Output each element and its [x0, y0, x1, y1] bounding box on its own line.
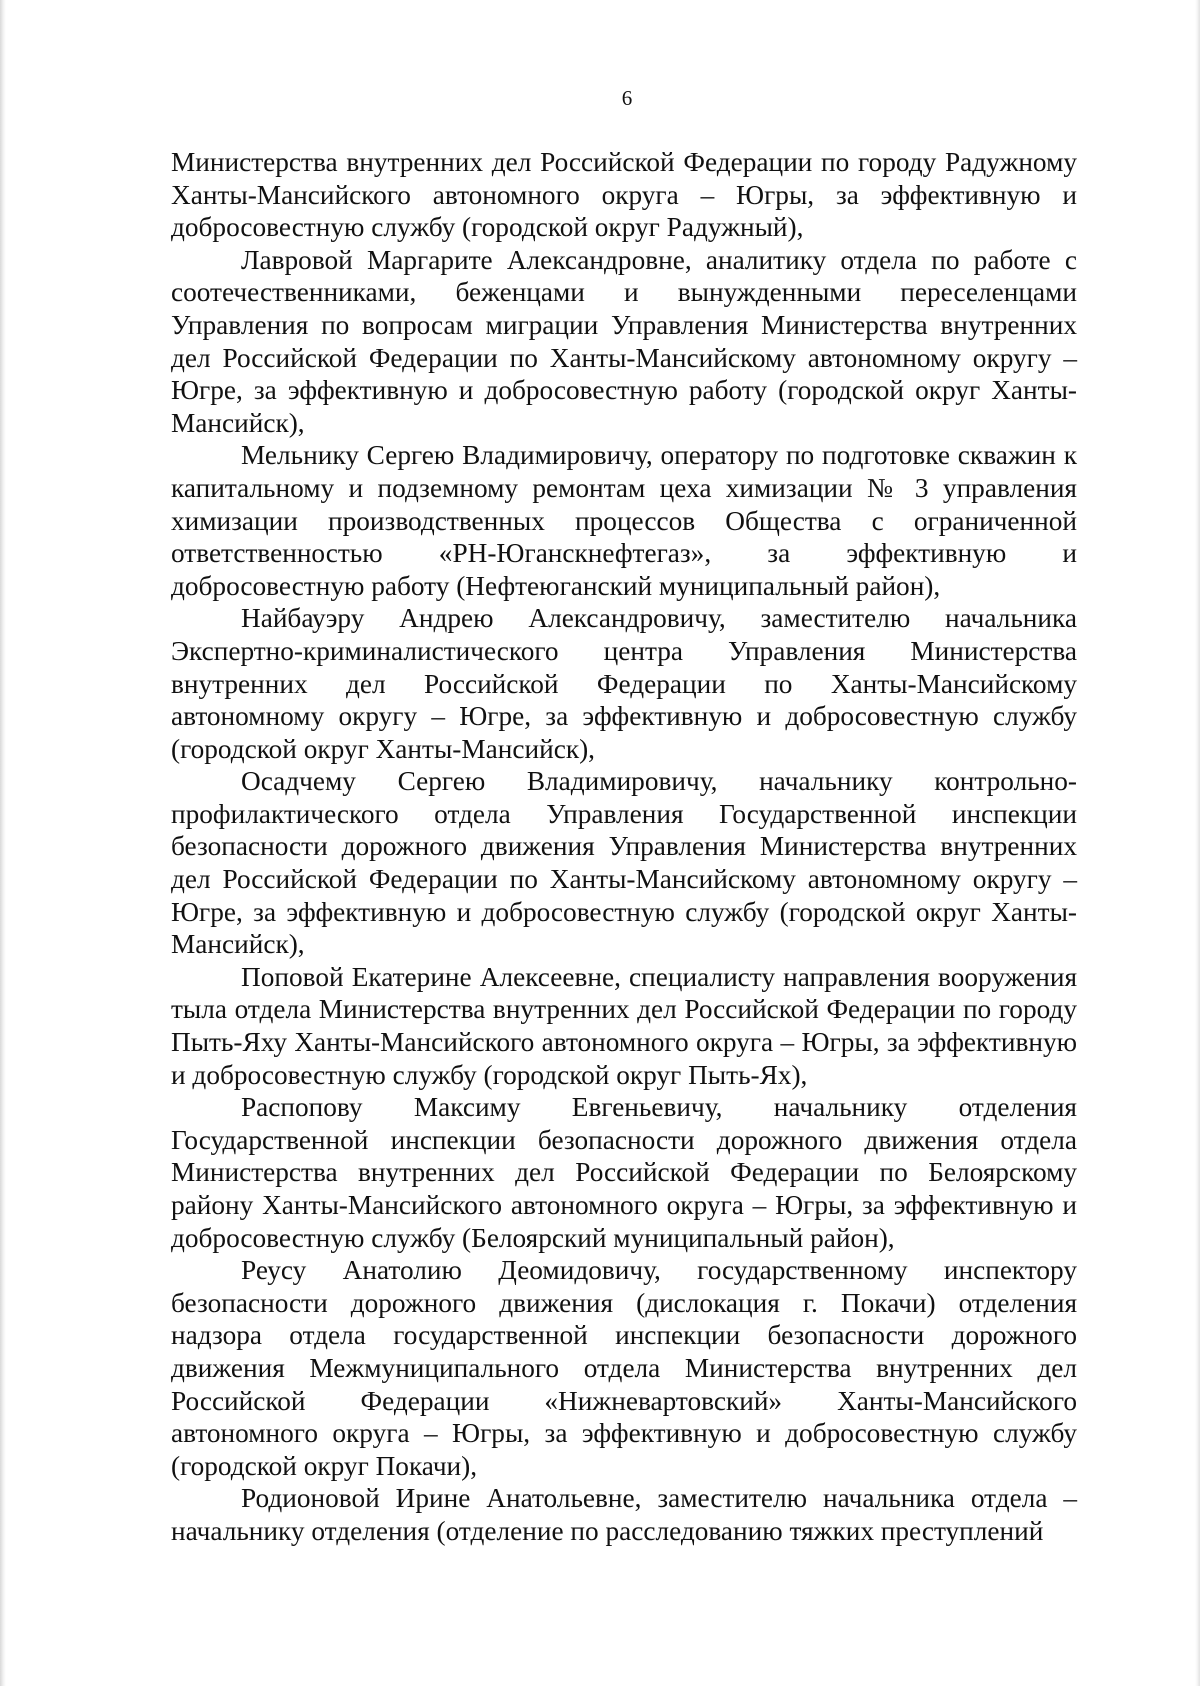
- paragraph-naybauer: Найбауэру Андрею Александровичу, заместителю начальника Экспертно-криминалистического центра Управления Министерства внутренних дел Российской Федерации по Ханты-Мансийскому автономному округу – Югре, за эффективную и добросовестную службу (городской округ Ханты-Мансийск),: [171, 603, 1077, 764]
- page-number: 6: [621, 86, 633, 110]
- scan-edge-right: [1195, 0, 1200, 1686]
- paragraph-rodionova: Родионовой Ирине Анатольевне, заместителю начальника отдела – начальнику отделения (отделение по расследованию тяжких преступлений: [171, 1483, 1077, 1546]
- scan-edge-left: [0, 0, 6, 1686]
- paragraph-melnik: Мельнику Сергею Владимировичу, оператору по подготовке скважин к капитальному и подземному ремонтам цеха химизации № 3 управления химизации производственных процессов Общества с ограниченной ответственностью «РН-Юганскнефтегаз», за эффективную и добросовестную работу (Нефтеюганский муниципальный район),: [171, 440, 1077, 601]
- paragraph-osadchiy: Осадчему Сергею Владимировичу, начальнику контрольно-профилактического отдела Управления Государственной инспекции безопасности дорожного движения Управления Министерства внутренних дел Российской Федерации по Ханты-Мансийскому автономному округу – Югре, за эффективную и добросовестную службу (городской округ Ханты-Мансийск),: [171, 766, 1077, 960]
- paragraph-continuation: Министерства внутренних дел Российской Федерации по городу Радужному Ханты-Мансийского автономного округа – Югры, за эффективную и добросовестную службу (городской округ Радужный),: [171, 147, 1077, 243]
- paragraph-popova: Поповой Екатерине Алексеевне, специалисту направления вооружения тыла отдела Министерства внутренних дел Российской Федерации по городу Пыть-Яху Ханты-Мансийского автономного округа – Югры, за эффективную и добросовестную службу (городской округ Пыть-Ях),: [171, 961, 1077, 1090]
- document-body: [171, 146, 1077, 1548]
- paragraph-raspopov: Распопову Максиму Евгеньевичу, начальнику отделения Государственной инспекции безопасности дорожного движения отдела Министерства внутренних дел Российской Федерации по Белоярскому району Ханты-Мансийского автономного округа – Югры, за эффективную и добросовестную службу (Белоярский муниципальный район),: [171, 1092, 1077, 1253]
- paragraph-reus: Реусу Анатолию Деомидовичу, государственному инспектору безопасности дорожного движения (дислокация г. Покачи) отделения надзора отдела государственной инспекции безопасности дорожного движения Межмуниципального отдела Министерства внутренних дел Российской Федерации «Нижневартовский» Ханты-Мансийского автономного округа – Югры, за эффективную и добросовестную службу (городской округ Покачи),: [171, 1255, 1077, 1481]
- paragraph-lavrova: Лавровой Маргарите Александровне, аналитику отдела по работе с соотечественниками, беженцами и вынужденными переселенцами Управления по вопросам миграции Управления Министерства внутренних дел Российской Федерации по Ханты-Мансийскому автономному округу – Югре, за эффективную и добросовестную работу (городской округ Ханты-Мансийск),: [171, 244, 1077, 438]
